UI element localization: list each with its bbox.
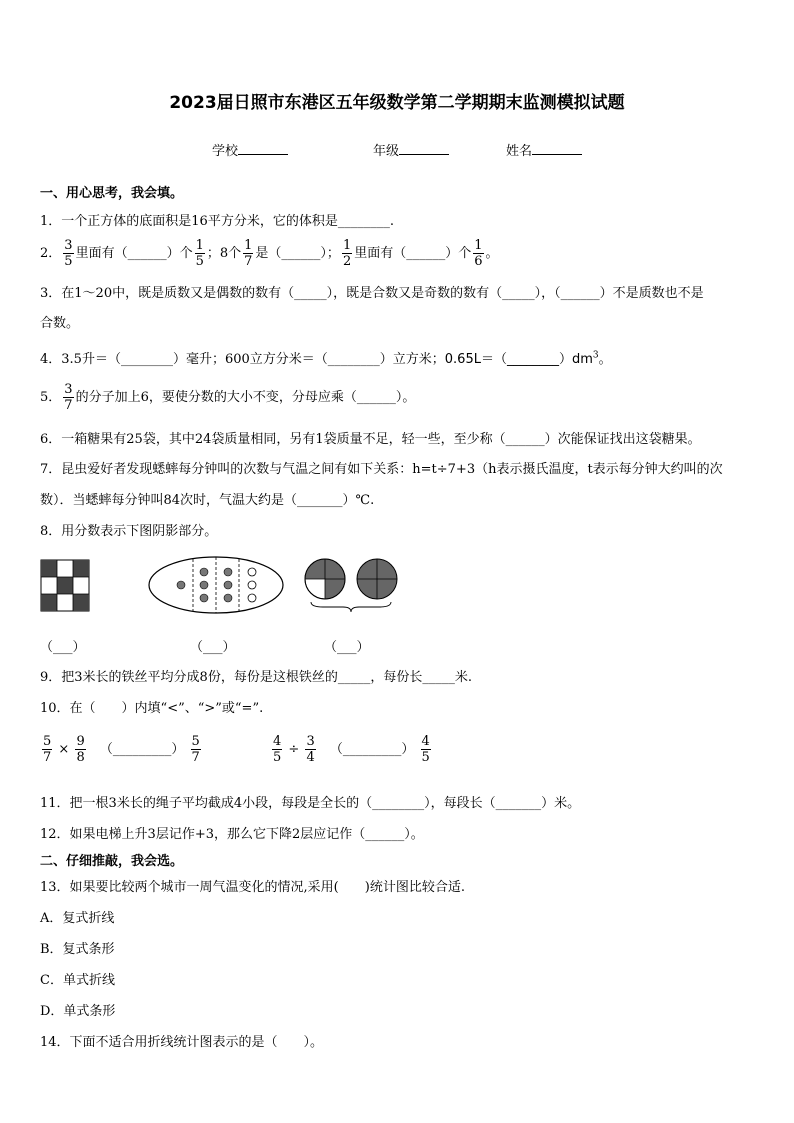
q5-number: 5． [40, 390, 62, 405]
q13-option-d[interactable]: D．单式条形 [40, 1004, 116, 1019]
question-9: 9．把3米长的铁丝平均分成8份，每份是这根铁丝的_____，每份长_____米. [40, 670, 472, 685]
q10a-blank[interactable]: （_________） [99, 742, 185, 757]
q13-option-a[interactable]: A．复式折线 [40, 911, 115, 926]
question-14: 14．下面不适合用折线统计图表示的是（ ）。 [40, 1035, 324, 1050]
school-blank[interactable] [238, 142, 288, 155]
question-10: 10．在（ ）内填“<”、“>”或“=”. [40, 701, 264, 716]
q2-text-2: ；8个 [206, 246, 242, 261]
question-6: 6．一箱糖果有25袋，其中24袋质量相同，另有1袋质量不足，轻一些，至少称（______）次能保证找出这袋糖果。 [40, 432, 701, 447]
school-label: 学校 [212, 144, 239, 159]
q4-superscript: 3 [592, 350, 599, 361]
figure-checkerboard [40, 559, 90, 612]
q10b-fraction-2: $\frac{3}{4}$ [306, 734, 315, 765]
question-11: 11．把一根3米长的绳子平均截成4小段，每段是全长的（________），每段长（_______）米。 [40, 796, 581, 811]
question-2 [40, 238, 499, 269]
q2-text-3: 是（______）； [255, 246, 340, 261]
q10a-fraction-2: $\frac{9}{8}$ [76, 734, 85, 765]
q4-text-1: 4．3.5升＝（________）毫升；600立方分米＝（________）立方米； [40, 352, 445, 367]
grade-label: 年级 [373, 144, 400, 159]
figure-circles [303, 558, 403, 614]
q10b-result-fraction: $\frac{4}{5}$ [421, 734, 430, 765]
q4-text-2: 0.65L＝（________）dm [444, 352, 593, 367]
q10a-operator: × [58, 742, 70, 757]
figure-ellipse-dots [147, 555, 285, 615]
grade-blank[interactable] [399, 142, 449, 155]
section-2-heading: 二、仔细推敲，我会选。 [40, 854, 184, 869]
name-label: 姓名 [506, 144, 533, 159]
figure-3-answer[interactable]: （___） [324, 640, 370, 655]
name-blank[interactable] [532, 142, 582, 155]
q5-text: 的分子加上6，要使分数的大小不变，分母应乘（______）。 [75, 390, 416, 405]
question-3-line-2: 合数。 [40, 316, 80, 331]
q2-text-5: 。 [485, 246, 499, 261]
q2-fraction-4: $\frac{1}{2}$ [342, 238, 352, 269]
question-10-item-2 [270, 734, 433, 765]
question-1: 1．一个正方体的底面积是16平方分米，它的体积是________. [40, 214, 394, 229]
question-7-line-2: 数）．当蟋蟀每分钟叫84次时，气温大约是（_______）℃. [40, 493, 375, 508]
question-4 [40, 348, 612, 367]
q2-fraction-3: $\frac{1}{7}$ [244, 238, 253, 269]
question-12: 12．如果电梯上升3层记作+3，那么它下降2层应记作（______）。 [40, 827, 424, 842]
question-13: 13．如果要比较两个城市一周气温变化的情况,采用( )统计图比较合适. [40, 880, 465, 895]
q2-number: 2． [40, 246, 62, 261]
q2-text-1: 里面有（______）个 [75, 246, 193, 261]
question-8: 8．用分数表示下图阴影部分。 [40, 524, 218, 539]
q10b-fraction-1: $\frac{4}{5}$ [273, 734, 282, 765]
school-field [212, 140, 288, 159]
q10b-operator: ÷ [288, 742, 300, 757]
question-10-item-1 [40, 734, 203, 765]
q2-fraction-2: $\frac{1}{5}$ [195, 238, 204, 269]
section-1-heading: 一、用心思考，我会填。 [40, 186, 184, 201]
q13-option-c[interactable]: C．单式折线 [40, 973, 115, 988]
question-3-line-1: 3．在1～20中，既是质数又是偶数的数有（_____），既是合数又是奇数的数有（_____），（______）不是质数也不是 [40, 286, 704, 301]
q2-fraction-1: $\frac{3}{5}$ [64, 238, 73, 269]
question-7-line-1: 7．昆虫爱好者发现蟋蟀每分钟叫的次数与气温之间有如下关系：h=t÷7+3（h表示摄氏温度，t表示每分钟大约叫的次 [40, 462, 723, 477]
q10a-result-fraction: $\frac{5}{7}$ [191, 734, 200, 765]
q10b-blank[interactable]: （_________） [329, 742, 415, 757]
q5-fraction: $\frac{3}{7}$ [64, 382, 73, 413]
page-title: 2023届日照市东港区五年级数学第二学期期末监测模拟试题 [169, 93, 625, 113]
grade-field [373, 140, 449, 159]
q4-text-3: 。 [598, 352, 612, 367]
question-5 [40, 382, 415, 413]
figure-2-answer[interactable]: （___） [190, 640, 236, 655]
q10a-fraction-1: $\frac{5}{7}$ [43, 734, 52, 765]
figure-1-answer[interactable]: （___） [40, 640, 86, 655]
q2-fraction-5: $\frac{1}{6}$ [474, 238, 483, 269]
name-field [506, 140, 582, 159]
q13-option-b[interactable]: B．复式条形 [40, 942, 115, 957]
q2-text-4: 里面有（______）个 [354, 246, 472, 261]
